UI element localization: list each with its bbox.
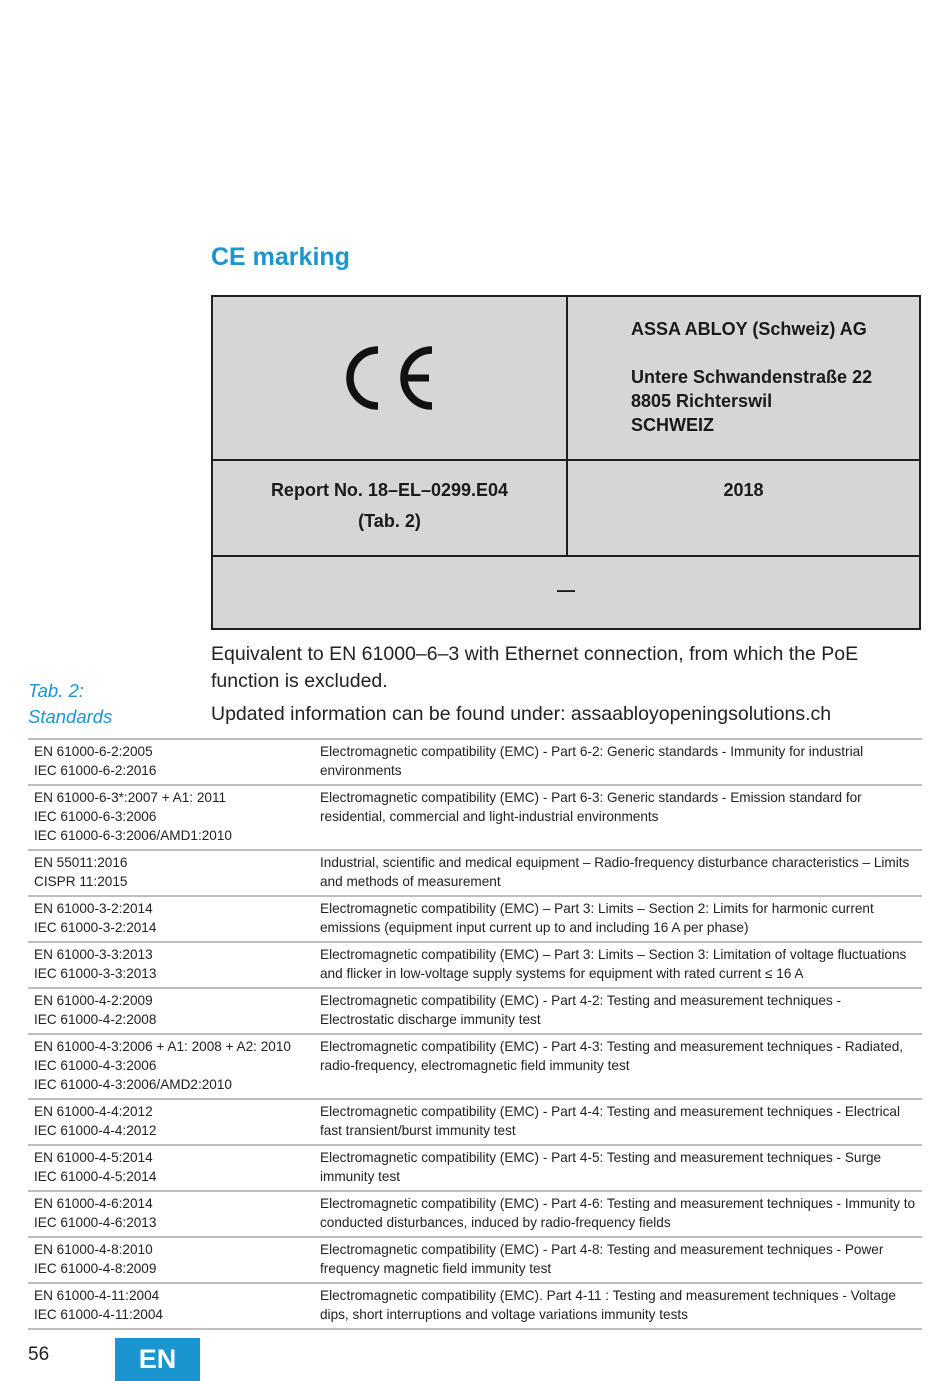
table-row [28, 739, 922, 785]
box-divider-horizontal-2 [213, 555, 919, 557]
standard-codes: EN 61000-4-5:2014 IEC 61000-4-5:2014 [28, 1145, 314, 1191]
standard-codes: EN 61000-4-2:2009 IEC 61000-4-2:2008 [28, 988, 314, 1034]
standard-description: Electromagnetic compatibility (EMC). Part 4-11 : Testing and measurement techniques - Voltage dips, short interruptions and voltage variations immunity tests [314, 1283, 922, 1329]
standard-description: Electromagnetic compatibility (EMC) - Part 6-3: Generic standards - Emission standard for residential, commercial and light-industrial environments [314, 785, 922, 850]
table-row [28, 1191, 922, 1237]
page-title: CE marking [211, 243, 350, 271]
standard-codes: EN 61000-4-8:2010 IEC 61000-4-8:2009 [28, 1237, 314, 1283]
standard-codes: EN 61000-3-2:2014 IEC 61000-3-2:2014 [28, 896, 314, 942]
updated-info-note: Updated information can be found under: assaabloyopeningsolutions.ch [211, 703, 832, 725]
standard-codes: EN 61000-3-3:2013 IEC 61000-3-3:2013 [28, 942, 314, 988]
standard-description: Electromagnetic compatibility (EMC) – Part 3: Limits – Section 3: Limitation of voltage fluctuations and flicker in low-voltage supply systems for equipment with rated current ≤ 16 A [314, 942, 922, 988]
table-row [28, 988, 922, 1034]
year-cell [568, 475, 919, 506]
standard-description: Electromagnetic compatibility (EMC) - Part 4-3: Testing and measurement techniques - Radiated, radio-frequency, electromagnetic field immunity test [314, 1034, 922, 1099]
table-row [28, 1237, 922, 1283]
language-badge: EN [115, 1338, 200, 1381]
standard-codes: EN 61000-6-3*:2007 + A1: 2011 IEC 61000-6-3:2006 IEC 61000-6-3:2006/AMD1:2010 [28, 785, 314, 850]
standard-codes: EN 61000-4-6:2014 IEC 61000-4-6:2013 [28, 1191, 314, 1237]
table-row [28, 850, 922, 896]
equivalence-note: Equivalent to EN 61000–6–3 with Ethernet connection, from which the PoE function is excluded. [211, 643, 859, 692]
standard-codes: EN 55011:2016 CISPR 11:2015 [28, 850, 314, 896]
table-row [28, 1099, 922, 1145]
standard-codes: EN 61000-4-11:2004 IEC 61000-4-11:2004 [28, 1283, 314, 1329]
standard-codes: EN 61000-6-2:2005 IEC 61000-6-2:2016 [28, 739, 314, 785]
standard-description: Electromagnetic compatibility (EMC) - Part 4-5: Testing and measurement techniques - Surge immunity test [314, 1145, 922, 1191]
standard-description: Electromagnetic compatibility (EMC) – Part 3: Limits – Section 2: Limits for harmonic current emissions (equipment input current up to and including 16 A per phase) [314, 896, 922, 942]
table-row [28, 1145, 922, 1191]
table-row [28, 1034, 922, 1099]
table-row [28, 942, 922, 988]
table-row [28, 896, 922, 942]
standard-description: Electromagnetic compatibility (EMC) - Part 4-2: Testing and measurement techniques - Electrostatic discharge immunity test [314, 988, 922, 1034]
standard-description: Industrial, scientific and medical equipment – Radio-frequency disturbance characteristics – Limits and methods of measurement [314, 850, 922, 896]
table-caption [28, 678, 112, 730]
table-row [28, 785, 922, 850]
year-value: 2018 [723, 480, 764, 500]
report-reference: (Tab. 2) [358, 511, 421, 531]
address-country: SCHWEIZ [631, 415, 714, 435]
standard-description: Electromagnetic compatibility (EMC) - Part 4-8: Testing and measurement techniques - Power frequency magnetic field immunity test [314, 1237, 922, 1283]
ce-declaration-box [211, 295, 921, 630]
report-cell [213, 475, 566, 537]
ce-mark-icon [345, 344, 437, 412]
standard-description: Electromagnetic compatibility (EMC) - Part 6-2: Generic standards - Immunity for industrial environments [314, 739, 922, 785]
standard-description: Electromagnetic compatibility (EMC) - Part 4-4: Testing and measurement techniques - Electrical fast transient/burst immunity test [314, 1099, 922, 1145]
standards-table [28, 738, 922, 1330]
company-name: ASSA ABLOY (Schweiz) AG [631, 319, 867, 339]
table-caption-number: Tab. 2: [28, 680, 84, 701]
address-street: Untere Schwandenstraße 22 [631, 367, 873, 387]
bottom-value: — [557, 580, 575, 600]
report-number: Report No. 18–EL–0299.E04 [270, 480, 509, 500]
page-number: 56 [28, 1344, 50, 1365]
box-divider-vertical [566, 297, 568, 555]
address-city: 8805 Richterswil [631, 391, 773, 411]
standard-codes: EN 61000-4-3:2006 + A1: 2008 + A2: 2010 IEC 61000-4-3:2006 IEC 61000-4-3:2006/AMD2:2010 [28, 1034, 314, 1099]
standard-description: Electromagnetic compatibility (EMC) - Part 4-6: Testing and measurement techniques - Immunity to conducted disturbances, induced by radio-frequency fields [314, 1191, 922, 1237]
manufacturer-cell [631, 317, 911, 437]
box-divider-horizontal-1 [213, 459, 919, 461]
standard-codes: EN 61000-4-4:2012 IEC 61000-4-4:2012 [28, 1099, 314, 1145]
table-caption-title: Standards [28, 706, 113, 727]
table-row [28, 1283, 922, 1329]
ce-logo-cell [213, 297, 566, 459]
bottom-cell [213, 575, 919, 606]
